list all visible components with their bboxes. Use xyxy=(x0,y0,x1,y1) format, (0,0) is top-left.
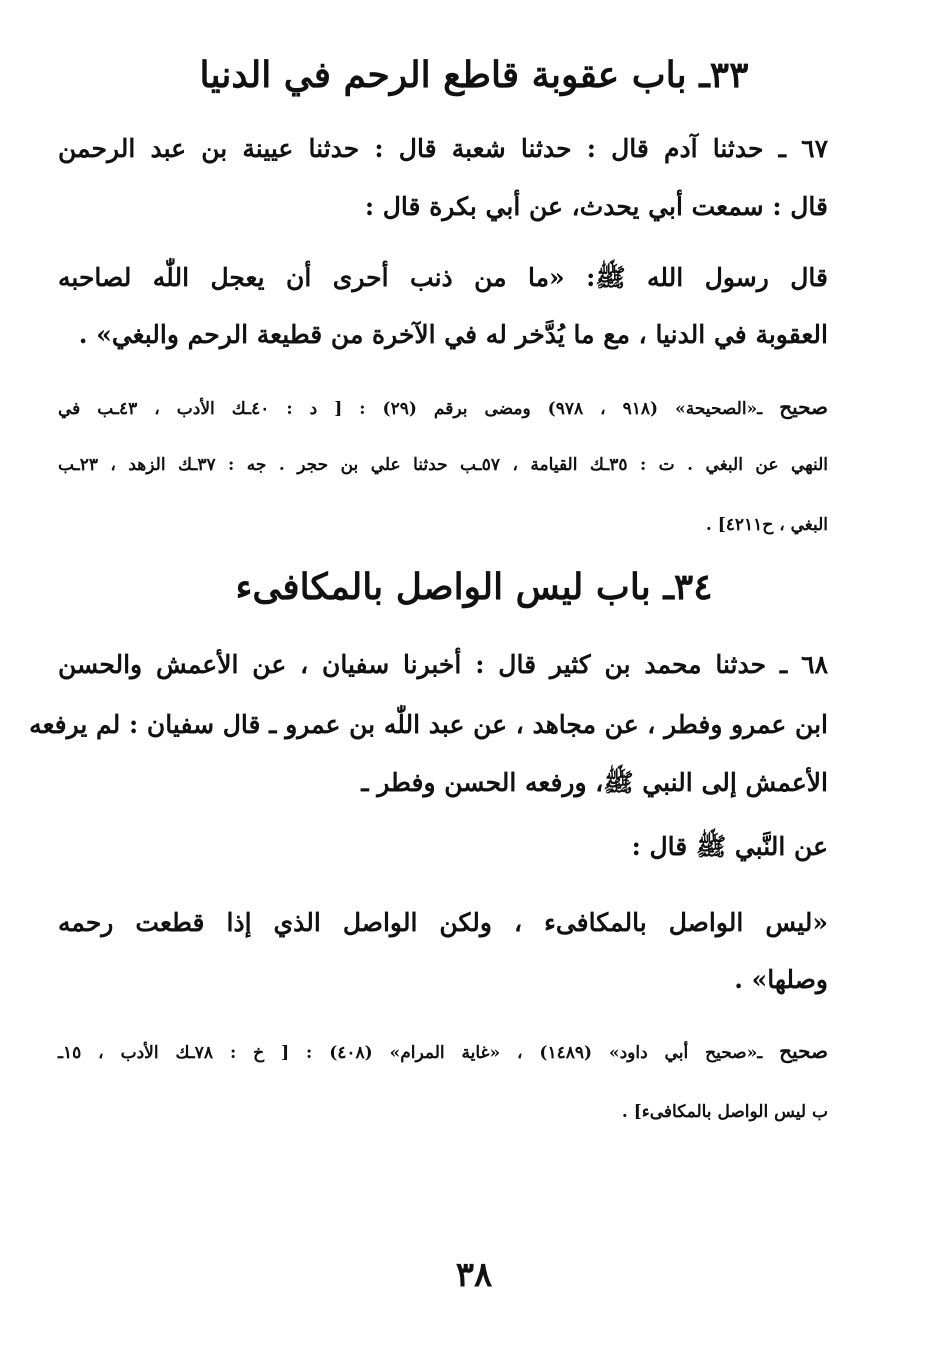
grading-67-line-1 xyxy=(58,392,828,424)
grading-67-label: صحيح xyxy=(779,395,829,419)
hadith-68-line-2: ابن عمرو وفطر ، عن مجاهد ، عن عبد اللّٰه بن عمرو ـ قال سفيان : لم يرفعه xyxy=(29,710,828,739)
grading-67-line-2: النهي عن البغي . ت : ٣٥ـك القيامة ، ٥٧ـب حدثنا علي بن حجر . جه : ٣٧ـك الزهد ، ٢٣ـب xyxy=(58,455,828,475)
hadith-68-line-4: عن النَّبي ﷺ قال : xyxy=(631,832,828,861)
grading-68-line-2: ب ليس الواصل بالمكافىء] . xyxy=(621,1102,828,1122)
hadith-67-line-2: قال : سمعت أبي يحدث، عن أبي بكرة قال : xyxy=(364,192,828,221)
chapter-33-title: ٣٣ـ باب عقوبة قاطع الرحم في الدنيا xyxy=(199,54,749,96)
grading-68-text: ـ«صحيح أبي داود» (١٤٨٩) ، «غاية المرام» (٤٠٨) : [ خ : ٧٨ـك الأدب ، ١٥ـ xyxy=(58,1043,763,1063)
hadith-68-line-6: وصلها» . xyxy=(734,965,828,994)
chapter-34-title: ٣٤ـ باب ليس الواصل بالمكافىء xyxy=(235,566,713,608)
grading-68-line-1 xyxy=(58,1036,828,1068)
page-number: ٣٨ xyxy=(455,1255,493,1295)
hadith-68-line-5: «ليس الواصل بالمكافىء ، ولكن الواصل الذي إذا قطعت رحمه xyxy=(58,908,828,937)
hadith-67-line-4: العقوبة في الدنيا ، مع ما يُدَّخر له في الآخرة من قطيعة الرحم والبغي» . xyxy=(78,320,828,349)
hadith-67-line-3: قال رسول الله ﷺ: «ما من ذنب أحرى أن يعجل اللّٰه لصاحبه xyxy=(58,263,828,292)
hadith-68-line-1: ٦٨ ـ حدثنا محمد بن كثير قال : أخبرنا سفيان ، عن الأعمش والحسن xyxy=(58,650,828,679)
grading-67-line-3: البغي ، ح٤٢١١] . xyxy=(705,515,828,535)
hadith-67-line-1: ٦٧ ـ حدثنا آدم قال : حدثنا شعبة قال : حدثنا عيينة بن عبد الرحمن xyxy=(58,134,828,163)
grading-67-text: ـ«الصحيحة» (٩١٨ ، ٩٧٨) ومضى برقم (٢٩) : [ د : ٤٠ـك الأدب ، ٤٣ـب في xyxy=(58,399,763,419)
grading-68-label: صحيح xyxy=(779,1039,828,1063)
hadith-68-line-3: الأعمش إلى النبي ﷺ، ورفعه الحسن وفطر ـ xyxy=(361,768,828,797)
